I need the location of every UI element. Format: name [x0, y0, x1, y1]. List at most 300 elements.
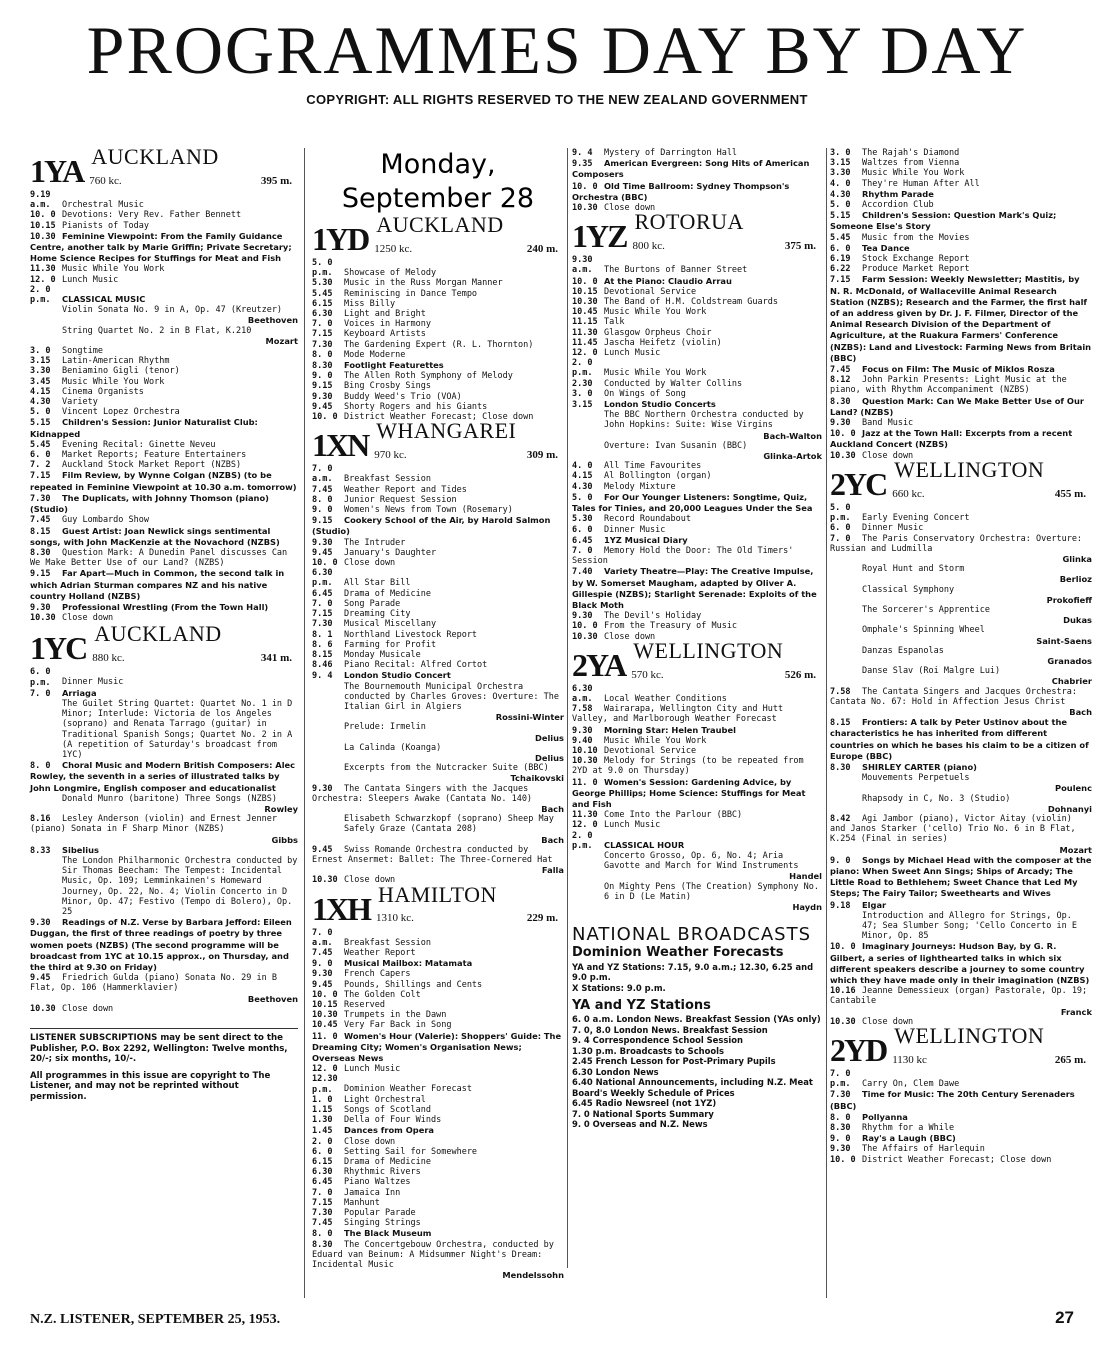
programme-title: The Intruder	[344, 537, 406, 548]
programme-title: Jeanne Demessieux (organ) Pastorale, Op. 19; Cantabile	[830, 986, 1088, 1007]
nb-item: 9. 4 Correspondence School Session	[572, 1035, 743, 1046]
station-call: 1YD	[312, 221, 369, 257]
programme-title: Local Weather Conditions	[604, 693, 727, 704]
programme-title: Women's Hour (Valerie): Shoppers' Guide: The Dreaming City; Women's Organisation News; Overseas News	[312, 1030, 562, 1064]
programme-time: 12. 0	[30, 274, 56, 285]
programme-title: Carry On, Clem Dawe	[862, 1079, 960, 1090]
programme-title: On Wings of Song	[604, 388, 686, 399]
programme-time: 7. 0 a.m.	[312, 927, 333, 948]
programme-title: Excerpts from the Nutcracker Suite (BBC)	[344, 763, 549, 774]
programme-time: 10. 0	[830, 429, 856, 440]
composer-name: Bach	[541, 803, 564, 814]
programme-title: The Band of H.M. Coldstream Guards	[604, 297, 778, 308]
programme-time: 7.45	[830, 365, 851, 376]
programme-time: 8.30	[830, 396, 851, 407]
programme-time: 10. 0	[572, 621, 598, 632]
programme-item	[572, 276, 822, 287]
programme-time: 6. 0 p.m.	[30, 667, 51, 688]
programme-title: Weather Report and Tides	[344, 484, 467, 495]
programme-title: District Weather Forecast; Close down	[862, 1154, 1052, 1165]
programme-time: 6.30 p.m.	[312, 568, 333, 589]
programme-title: The London Philharmonic Orchestra conducted by Sir Thomas Beecham: The Tempest: Incidental Music, Op. 109; Lemminkainen's Homeward Journey, Op. 22, No. 4; Violin Concerto in D Minor, Op. 47; Festivo (Tempo di Bolero), Op. 25	[62, 855, 298, 917]
national-broadcasts-title: NATIONAL BROADCASTS	[572, 924, 811, 946]
programme-title: The Black Museum	[344, 1228, 432, 1239]
composer-name: Rossini-Winter	[495, 712, 564, 723]
programme-title: Market Reports; Feature Entertainers	[62, 450, 247, 461]
programme-title: Close down	[344, 1136, 396, 1147]
programme-item	[312, 722, 564, 742]
programme-time: 7.15	[30, 471, 51, 482]
programme-time: 4.15	[572, 471, 593, 482]
programme-item	[312, 309, 564, 319]
station-wavelength: 375 m.	[784, 240, 816, 253]
footer-issue: N.Z. LISTENER, SEPTEMBER 25, 1953.	[30, 1312, 281, 1327]
composer-name: Poulenc	[1055, 783, 1092, 794]
weather-forecasts-heading: Dominion Weather Forecasts	[572, 945, 784, 961]
programme-time: 8.30	[830, 1123, 851, 1134]
programme-title: Close down	[344, 875, 396, 886]
programme-title: At the Piano: Claudio Arrau	[604, 275, 732, 286]
programme-title: French Capers	[344, 969, 411, 980]
programme-time: 8.42	[830, 813, 851, 824]
programme-item	[830, 911, 1092, 942]
programme-time: 10.30	[830, 1016, 856, 1027]
programme-title: Morning Star: Helen Traubel	[604, 724, 736, 735]
programme-time: 9.30	[312, 783, 333, 794]
programme-item	[830, 364, 1092, 375]
programme-title: Melody for Strings (to be repeated from 2YD at 9.0 on Thursday)	[572, 756, 804, 777]
programme-title: The Concertgebouw Orchestra, conducted by Eduard van Beinum: A Midsummer Night's Dream: Incidental Music	[312, 1239, 554, 1271]
station-call: 1XH	[312, 890, 370, 927]
column-2	[312, 148, 564, 1281]
programme-title: The Guilet String Quartet: Quartet No. 1 in D Minor; Interlude: Victoria de los Angeles (soprano) and Renata Tarrago (guitar) in Traditional Spanish Songs; Quartet No. 2 in A (A repetition of Saturday's broadcast from 1YC)	[62, 698, 293, 760]
station-call: 1YA	[30, 153, 84, 189]
programme-time: 1.15	[312, 1105, 333, 1116]
programme-time: 9.40	[572, 735, 593, 746]
programme-title: Bing Crosby Sings	[344, 381, 431, 392]
programme-title: Rhythm for a While	[862, 1123, 955, 1134]
station-header-1yd	[312, 212, 564, 257]
programme-item	[572, 704, 822, 724]
programme-title: Close down	[604, 631, 656, 642]
programme-time: 8. 6	[312, 639, 333, 650]
schedule-1yc	[30, 667, 298, 1014]
programme-item	[312, 599, 564, 609]
programme-title: Pollyanna	[862, 1111, 908, 1122]
programme-item	[572, 621, 822, 631]
station-city: HAMILTON	[378, 881, 497, 907]
programme-time: 7.58	[830, 686, 851, 697]
programme-item	[572, 725, 822, 736]
programme-item	[830, 210, 1092, 232]
programme-time: 8.30	[830, 762, 851, 773]
programme-title: The Duplicats, with Johnny Thomson (piano) (Studio)	[30, 492, 269, 515]
programme-title: Rhapsody in C, No. 3 (Studio)	[862, 793, 1011, 804]
programme-item	[312, 670, 564, 681]
programme-time: 5.15	[830, 211, 851, 222]
programme-time: 7.15	[312, 329, 333, 340]
programme-title: Music While You Work	[604, 735, 707, 746]
programme-title: Pounds, Shillings and Cents	[344, 979, 483, 990]
station-call: 1YZ	[572, 218, 627, 255]
programme-time: 3. 0	[830, 148, 851, 158]
column-3	[572, 148, 822, 1258]
programme-time: 10.30	[572, 756, 598, 767]
programme-title: Wairarapa, Wellington City and Hutt Valley, and Marlborough Weather Forecast	[572, 704, 784, 725]
programme-time: 11.30	[572, 327, 598, 338]
ya-yz-stations-heading: YA and YZ Stations	[572, 998, 711, 1014]
programme-item	[830, 585, 1092, 605]
programme-time: 9.30	[312, 969, 333, 980]
programme-title: Junior Request Session	[344, 494, 457, 505]
programme-item	[30, 526, 298, 548]
programme-title: Farm Session: Weekly Newsletter; Mastitis, by N. R. McDonald, of Wallaceville Animal Research Station (NZBS); Research and the Farmer, the first half of an address given by Dr. J. F. Filmer, Director of the Animal Research Division of the Department of Agriculture, at the Ruakura Farmers' Conference (NZBS): Land and Livestock: Farming News from Britain (BBC)	[830, 274, 1092, 363]
programme-item	[312, 682, 564, 723]
programme-item	[312, 299, 564, 309]
programme-time: 10.30	[572, 203, 598, 214]
station-call: 2YA	[572, 646, 626, 683]
programme-time: 7.30	[312, 1208, 333, 1219]
programme-time: 9. 0	[830, 855, 851, 866]
programme-title: Music from the Movies	[862, 232, 970, 243]
programme-title: Friedrich Gulda (piano) Sonata No. 29 in B Flat, Op. 106 (Hammerklavier)	[30, 973, 277, 994]
programme-time: 7. 0	[312, 1187, 333, 1198]
programme-item	[312, 515, 564, 537]
programme-time: 9.30	[30, 918, 51, 929]
programme-item	[312, 548, 564, 558]
programme-time: 10. 0	[312, 412, 338, 423]
programme-item	[572, 255, 822, 275]
programme-time: 7. 0	[312, 598, 333, 609]
programme-title: Footlight Featurettes	[344, 360, 444, 371]
programme-item	[830, 814, 1092, 855]
programme-time: 5. 0	[30, 407, 51, 418]
programme-item	[30, 275, 298, 285]
station-city: AUCKLAND	[91, 144, 219, 169]
schedule-2yc	[830, 503, 1092, 1027]
programme-title: Dinner Music	[62, 677, 124, 688]
programme-item	[30, 470, 298, 492]
programme-item	[830, 179, 1092, 189]
programme-title: Introduction and Allegro for Strings, Op. 47; Sea Slumber Song; 'Cello Concerto in E Minor, Op. 85	[862, 910, 1077, 942]
programme-time: 10. 0	[572, 276, 598, 287]
programme-item	[572, 611, 822, 621]
station-city: ROTORUA	[634, 209, 744, 235]
programme-title: They're Human After All	[862, 178, 980, 189]
programme-title: Early Evening Concert	[862, 513, 970, 524]
station-header-2yd	[830, 1023, 1092, 1069]
programme-time: 9.30 a.m.	[572, 255, 593, 276]
programme-item	[312, 969, 564, 979]
programme-item	[30, 264, 298, 274]
programme-time: 9. 4	[312, 671, 333, 682]
programme-title: Reserved	[344, 1000, 385, 1010]
programme-item	[30, 667, 298, 687]
programme-title: Overture: Ivan Susanin (BBC)	[604, 440, 748, 451]
programme-time: 5. 0	[572, 492, 593, 503]
programme-item	[830, 794, 1092, 814]
programme-time: 9.45	[30, 973, 51, 984]
programme-time: 9.30	[312, 537, 333, 548]
programme-item	[312, 392, 564, 402]
programme-time: 3.15	[830, 158, 851, 169]
programme-time: 8.15	[312, 649, 333, 660]
nb-item: 6.30 London News	[572, 1066, 659, 1077]
programme-time: 2. 0 p.m.	[30, 284, 51, 306]
programme-time: 1.45	[312, 1126, 333, 1137]
schedule-1xn	[312, 464, 564, 885]
programme-title: Pianists of Today	[62, 220, 149, 231]
programme-item	[830, 418, 1092, 428]
programme-time: 8.12	[830, 375, 851, 386]
programme-item	[312, 464, 564, 484]
programme-item	[830, 941, 1092, 986]
programme-item	[312, 495, 564, 505]
schedule-1ya-continued	[830, 148, 1092, 461]
programme-title: Buddy Weed's Trio (VOA)	[344, 391, 462, 402]
subscription-notice	[30, 1028, 298, 1102]
programme-item	[30, 377, 298, 387]
programme-item	[312, 1010, 564, 1020]
composer-name: Beethoven	[247, 993, 298, 1004]
programme-item	[572, 471, 822, 481]
programme-title: Music While You Work	[862, 168, 965, 179]
programme-title: Elisabeth Schwarzkopf (soprano) Sheep May Safely Graze (Cantata 208)	[344, 814, 554, 835]
programme-title: Variety Theatre—Play: The Creative Impulse, by W. Somerset Maugham, adapted by Oliver A. Gillespie (NZBS); Starlight Serenade: Exploits of the Black Moth	[572, 566, 817, 610]
programme-time: 10.30	[312, 1010, 338, 1021]
programme-time: 4.15	[30, 386, 51, 397]
programme-title: Cookery School of the Air, by Harold Salmon (Studio)	[312, 515, 551, 537]
programme-title: Cinema Organists	[62, 386, 144, 397]
station-header-2yc	[830, 456, 1092, 502]
composer-name: Mendelssohn	[502, 1270, 564, 1281]
programme-item	[312, 1095, 564, 1105]
programme-title: Voices in Harmony	[344, 319, 431, 330]
programme-time: 10. 0	[312, 989, 338, 1000]
programme-title: Beniamino Gigli (tenor)	[62, 366, 180, 377]
station-frequency: 1310 kc.	[376, 912, 414, 925]
forecast-times-ya: YA and YZ Stations: 7.15, 9.0 a.m.; 12.30, 6.25 and 9.0 p.m.	[572, 961, 814, 983]
programme-title: Elgar	[862, 899, 887, 910]
programme-item	[312, 958, 564, 969]
programme-item	[30, 515, 298, 525]
programme-time: 2.30	[572, 378, 593, 389]
programme-title: Popular Parade	[344, 1208, 416, 1219]
station-frequency: 570 kc.	[631, 668, 664, 681]
programme-time: 7. 0	[572, 545, 593, 556]
programme-item	[312, 763, 564, 783]
composer-name: Haydn	[792, 902, 822, 912]
station-wavelength: 341 m.	[260, 652, 292, 665]
programme-item	[572, 736, 822, 746]
programme-time: 12. 0	[312, 1064, 338, 1075]
programme-title: The Affairs of Harlequin	[862, 1144, 985, 1155]
programme-time: 10.30	[572, 631, 598, 642]
programme-item	[312, 289, 564, 299]
programme-time: 9.45	[312, 401, 333, 412]
programme-title: Danse Slav (Roi Malgre Lui)	[862, 666, 1001, 677]
programme-item	[572, 882, 822, 913]
programme-time: 10.30	[30, 613, 56, 624]
programme-time: 9.30	[830, 418, 851, 429]
programme-time: 9.30	[572, 611, 593, 622]
programme-item	[572, 546, 822, 566]
programme-title: The Burtons of Banner Street	[604, 265, 748, 276]
programme-title: Lunch Music	[604, 820, 661, 831]
composer-name: Bach-Walton	[763, 430, 822, 441]
programme-time: 9. 0	[312, 505, 333, 516]
programme-item	[312, 1000, 564, 1010]
programme-title: Mode Moderne	[344, 349, 406, 360]
programme-item	[30, 973, 298, 1004]
programme-item	[830, 1133, 1092, 1144]
programme-time: 5. 0 p.m.	[830, 502, 851, 524]
programme-title: Della of Four Winds	[344, 1115, 442, 1126]
programme-time: 7.30	[312, 619, 333, 630]
programme-item	[30, 210, 298, 220]
programme-title: SHIRLEY CARTER (piano)	[862, 761, 977, 772]
programme-title: Guest Artist: Joan Newlick sings sentimental songs, with John MacKenzie at the Novachord (NZBS)	[30, 525, 280, 547]
programme-title: Far Apart—Much in Common, the second talk in which Adrian Sturman compares NZ and his native country Holland (NZBS)	[30, 568, 285, 601]
programme-time: 5. 0	[830, 200, 851, 211]
programme-item	[312, 1177, 564, 1187]
programme-item	[30, 305, 298, 325]
programme-item	[30, 845, 298, 856]
programme-item	[830, 564, 1092, 584]
programme-item	[312, 1105, 564, 1115]
programme-title: The Rajah's Diamond	[862, 148, 960, 158]
programme-item	[830, 189, 1092, 200]
programme-time: 8. 0	[312, 1229, 333, 1240]
programme-item	[312, 371, 564, 381]
programme-time: 6.22	[830, 264, 851, 275]
programme-title: Readings of N.Z. Verse by Barbara Jefford: Eileen Duggan, the first of three readings of poetry by three women poets (NZBS) (The second programme will be broadcast from 1YC at 10.15 approx., on Thursday, and the third at 9.30 on Friday)	[30, 917, 292, 973]
programme-item	[30, 190, 298, 210]
programme-title: The Sorcerer's Apprentice	[862, 604, 990, 615]
programme-title: The BBC Northern Orchestra conducted by John Hopkins: Suite: Wise Virgins	[604, 410, 804, 431]
programme-title: Breakfast Session	[344, 937, 431, 948]
station-header-1xn	[312, 418, 564, 464]
programme-item	[572, 566, 822, 611]
programme-title: Agi Jambor (piano), Victor Aitay (violin) and Janos Starker ('cello) Trio No. 6 in B Flat, K.254 (Final in series)	[830, 813, 1076, 845]
programme-time: 1. 0	[312, 1094, 333, 1105]
programme-item	[312, 402, 564, 412]
nb-item: 6. 0 a.m. London News. Breakfast Session (YAs only)	[572, 1014, 821, 1025]
programme-title: The Paris Conservatory Orchestra: Overture: Russian and Ludmilla	[830, 533, 1083, 554]
programme-item	[572, 328, 822, 338]
programme-item	[312, 1137, 564, 1147]
programme-time: 10. 0	[30, 210, 56, 221]
programme-time: 9.45	[312, 979, 333, 990]
programme-item	[30, 917, 298, 973]
programme-item	[312, 1228, 564, 1239]
programme-item	[830, 1155, 1092, 1165]
programme-time: 6. 0	[30, 450, 51, 461]
programme-item	[830, 503, 1092, 523]
programme-title: La Calinda (Koanga)	[344, 742, 442, 753]
programme-time: 11.30	[30, 264, 56, 275]
programme-title: The Allen Roth Symphony of Melody	[344, 371, 513, 382]
programme-item	[572, 535, 822, 546]
station-wavelength: 309 m.	[526, 449, 558, 462]
programme-item	[30, 794, 298, 814]
programme-time: 8.46	[312, 660, 333, 671]
programme-time: 10.16	[830, 986, 856, 997]
schedule-2yd	[830, 1069, 1092, 1165]
programme-item	[572, 158, 822, 180]
programme-item	[30, 688, 298, 699]
programme-title: January's Daughter	[344, 547, 437, 558]
station-call: 1YC	[30, 630, 87, 667]
programme-item	[572, 148, 822, 158]
programme-item	[30, 346, 298, 356]
programme-item	[572, 525, 822, 535]
programme-title: Dances from Opera	[344, 1125, 435, 1136]
programme-item	[830, 1112, 1092, 1123]
programme-title: Royal Hunt and Storm	[862, 564, 965, 575]
nb-item: 1.30 p.m. Broadcasts to Schools	[572, 1045, 724, 1056]
programme-item	[30, 568, 298, 602]
programme-item	[572, 461, 822, 471]
programme-item	[312, 1074, 564, 1094]
composer-name: Franck	[1060, 1006, 1092, 1017]
subscription-text: LISTENER SUBSCRIPTIONS may be sent direct to the Publisher, P.O. Box 2292, Wellington: Twelve months, 20/-; six months, 10/-.	[30, 1033, 288, 1065]
programme-title: Feminine Viewpoint: From the Family Guidance Centre, another talk by Marie Griffin; Private Secretary; Home Science Recipes for Stuffings for Meat and Fish	[30, 230, 292, 264]
programme-title: Women's News from Town (Rosemary)	[344, 505, 513, 516]
column-rule	[304, 148, 305, 1298]
programme-item	[830, 274, 1092, 364]
date-heading: Monday, September 28	[341, 149, 535, 214]
programme-title: Conducted by Walter Collins	[604, 378, 743, 389]
programme-title: Band Music	[862, 418, 914, 429]
programme-title: All Time Favourites	[604, 461, 702, 472]
programme-title: Manhunt	[344, 1197, 380, 1208]
programme-time: 9.35	[572, 159, 593, 170]
programme-item	[312, 1240, 564, 1281]
programme-item	[30, 326, 298, 346]
programme-time: 4.30	[830, 189, 851, 200]
programme-title: Orchestral Music	[62, 200, 144, 211]
programme-title: Lunch Music	[604, 348, 661, 359]
programme-time: 8. 1	[312, 629, 333, 640]
programme-title: Lesley Anderson (violin) and Ernest Jenner (piano) Sonata in F Sharp Minor (NZBS)	[30, 814, 277, 835]
programme-time: 8.30	[30, 547, 51, 558]
programme-item	[312, 609, 564, 619]
station-frequency: 970 kc.	[374, 449, 407, 462]
programme-title: For Our Younger Listeners: Songtime, Quiz, Tales for Tinies, and 20,000 Leagues Under the Sea	[572, 491, 813, 514]
programme-title: Close down	[344, 558, 396, 569]
programme-title: Concerto Grosso, Op. 6, No. 4; Aria Gavotte and March for Wind Instruments	[604, 850, 799, 872]
programme-title: The Devil's Holiday	[604, 611, 702, 622]
programme-time: 7. 2	[30, 460, 51, 471]
programme-time: 9.15	[30, 569, 51, 580]
programme-title: Devotional Service	[604, 745, 697, 756]
programme-item	[312, 1167, 564, 1177]
programme-title: Light and Bright	[344, 309, 426, 320]
programme-time: 9.30	[830, 1144, 851, 1155]
programme-time: 9. 0	[312, 959, 333, 970]
programme-title: Donald Munro (baritone) Three Songs (NZBS)	[62, 793, 277, 804]
programme-title: Reminiscing in Dance Tempo	[344, 288, 478, 299]
programme-item	[572, 482, 822, 492]
programme-item	[572, 287, 822, 297]
programme-item	[312, 589, 564, 599]
programme-time: 1.30	[312, 1115, 333, 1126]
programme-time: 10.45	[572, 307, 598, 318]
programme-title: String Quartet No. 2 in B Flat, K.210	[62, 325, 252, 336]
nb-item: 7. 0 National Sports Summary	[572, 1108, 714, 1119]
programme-title: Omphale's Spinning Wheel	[862, 625, 985, 636]
